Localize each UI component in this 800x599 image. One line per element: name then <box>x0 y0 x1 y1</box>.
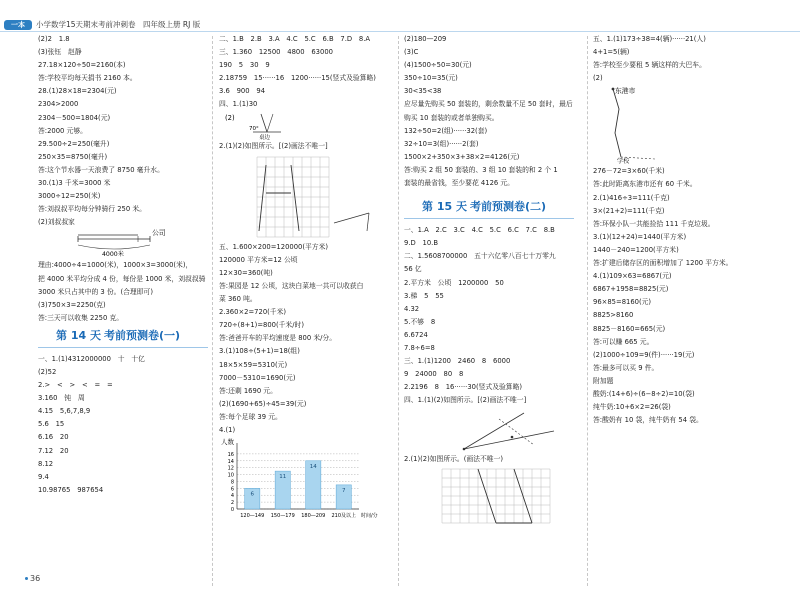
text-line: 答:这个节水器一天浪费了 8750 毫升水。 <box>38 165 164 174</box>
y-tick-label: 4 <box>230 493 234 500</box>
column-2 <box>219 33 391 522</box>
lines-group <box>404 224 584 407</box>
bar-chart <box>219 437 391 522</box>
text-line: 30<35<38 <box>404 87 442 96</box>
text-line: 29.500÷2=250(毫升) <box>38 139 110 148</box>
text-line: 答:三天可以收集 2250 克。 <box>38 313 124 322</box>
lines-group <box>38 33 208 229</box>
text-line: 答:可以赚 665 元。 <box>593 337 654 346</box>
text-line: 应尽量先购买 50 套装的，剩余数量不足 50 套时，最后 <box>404 100 573 109</box>
text-line: 12×30=360(吨) <box>219 268 273 277</box>
lines-group <box>404 33 584 190</box>
text-line: 1500×2+350×3+38×2=4126(元) <box>404 152 520 161</box>
text-line: (2) <box>593 74 603 83</box>
y-tick-label: 12 <box>227 465 234 472</box>
day-15-number: 第 15 天 <box>422 200 467 214</box>
text-line: 2304>2000 <box>38 100 79 109</box>
text-line: 把 4000 米平均分成 4 份，每份是 1000 米，刘叔叔骑 <box>38 274 206 283</box>
text-line: 答:还剩 1690 元。 <box>219 386 277 395</box>
map-city: 东港市 <box>615 87 636 96</box>
text-line: 购买 10 套装的或者单独购买。 <box>404 113 499 122</box>
text-line: 3.160 钝 周 <box>38 394 85 403</box>
grid-figure <box>219 153 391 241</box>
text-line: 二、1.5608700000 五十六亿零八百七十万零九 <box>404 252 556 261</box>
text-line: 350÷10=35(元) <box>404 74 458 83</box>
text-line: 3000÷12=250(米) <box>38 192 101 201</box>
text-line: 2.(1)(2)如图所示。(画法不唯一) <box>404 455 504 464</box>
day-14-heading <box>38 327 208 349</box>
bar-data-label: 7 <box>342 487 346 494</box>
bar-data-label: 14 <box>309 463 317 470</box>
text-line: 7000－5310=1690(元) <box>219 373 296 382</box>
text-line: 2.> < > < = = <box>38 381 113 390</box>
text-line: 4.(1)109×63=6867(元) <box>593 272 672 281</box>
text-line: (2)180—209 <box>404 35 447 43</box>
lines-group <box>219 33 391 112</box>
text-line: 三、1.(1)1200 2460 8 6000 <box>404 357 511 366</box>
column-divider <box>212 36 213 586</box>
text-line: 3.(1)108÷(5+1)=18(组) <box>219 347 300 356</box>
distance-total-label: 4000米 <box>102 251 124 259</box>
text-line: 8825－8160=665(元) <box>593 324 666 333</box>
text-line: 纯牛奶:10+6×2=26(袋) <box>593 403 671 412</box>
text-line: 二、1.B 2.B 3.A 4.C 5.C 6.B 7.D 8.A <box>219 35 371 43</box>
distance-right-label: 公司 <box>152 229 166 238</box>
text-line: 答:最多可以买 9 件。 <box>593 363 659 372</box>
column-3 <box>404 33 584 525</box>
grid-lines <box>257 157 329 237</box>
text-line: 32÷10=3(组)······2(套) <box>404 139 479 148</box>
text-line: (4)1500÷50=30(元) <box>404 61 472 70</box>
text-line: 菜 360 吨。 <box>219 295 257 304</box>
grid-figure-2 <box>404 467 584 525</box>
text-line: 答:购买 2 组 50 套装的、3 组 10 套装的和 2 个 1 <box>404 165 558 174</box>
angle-value: 70° <box>249 125 259 132</box>
text-line: (2)2 1.8 <box>38 35 70 43</box>
route-map <box>593 85 793 165</box>
y-tick-label: 16 <box>227 451 234 458</box>
text-line: 2.(1)(2)如图所示。[(2)画法不唯一] <box>219 141 328 150</box>
day-14-title: 考前预测卷(一) <box>104 328 181 342</box>
bar-data-label: 6 <box>250 491 254 498</box>
text-line: 8.12 <box>38 459 54 468</box>
text-line: 3.6 900 94 <box>219 87 266 96</box>
y-tick-label: 8 <box>230 479 234 486</box>
text-line: 8825>8160 <box>593 311 634 320</box>
text-line: 120000 平方米=12 公顷 <box>219 255 298 264</box>
text-line: 三、1.360 12500 4800 63000 <box>219 48 333 57</box>
text-line: 4.15 5,6,7,8,9 <box>38 407 91 416</box>
line-figure <box>404 407 584 453</box>
y-tick-label: 2 <box>230 500 234 507</box>
header-divider <box>0 31 800 32</box>
day-15-title: 考前预测卷(二) <box>470 200 547 214</box>
text-line: 一、1.(1)4312000000 十 十亿 <box>38 354 145 363</box>
text-line: (2)(1690+65)÷45=39(元) <box>219 399 307 408</box>
text-line: 答:刘叔叔平均每分钟骑行 250 米。 <box>38 205 146 214</box>
text-line: (3)C <box>404 48 419 57</box>
text-line: 答:每个足球 39 元。 <box>219 412 282 421</box>
distance-figure <box>38 229 208 259</box>
angle-item-label: (2) <box>225 113 235 122</box>
text-line: 6.6724 <box>404 330 428 339</box>
x-tick-label: 120—149 <box>240 513 265 520</box>
text-line: 5.6 15 <box>38 420 65 429</box>
page-number: 36 <box>30 574 41 583</box>
text-line: 5.不够 8 <box>404 317 436 326</box>
text-line: 28.(1)28×18=2304(元) <box>38 87 117 96</box>
lines-group <box>593 33 793 85</box>
column-1 <box>38 33 208 497</box>
heading-underline <box>404 218 574 219</box>
day-14-number: 第 14 天 <box>56 328 101 342</box>
column-divider <box>587 36 588 586</box>
text-line: 答:学校平均每天捐书 2160 本。 <box>38 74 137 83</box>
text-line: 四、1.(1)(2)如图所示。[(2)画法不唯一] <box>404 396 527 405</box>
book-title: 小学数学15天期末考前冲刺卷 四年级上册 RJ 版 <box>36 20 201 29</box>
drawn-line <box>334 213 369 223</box>
text-line: 3×(21+2)=111(千克) <box>593 206 665 215</box>
text-line: 附加题 <box>593 376 614 385</box>
text-line: 酸奶:(14+6)÷(6−8÷2)=10(袋) <box>593 389 695 398</box>
text-line: 30.(1)3 千米=3000 米 <box>38 179 111 188</box>
text-line: 答:爸爸开车的平均速度是 800 米/分。 <box>219 334 337 343</box>
text-line: (2)52 <box>38 367 57 376</box>
text-line: 五、1.(1)173÷38=4(辆)······21(人) <box>593 35 706 43</box>
text-line: (3)张钰 赵静 <box>38 48 82 57</box>
column-4 <box>593 33 793 427</box>
text-line: 4+1=5(辆) <box>593 48 630 57</box>
text-line: 2304－500=1804(元) <box>38 113 111 122</box>
page-dot <box>25 577 28 580</box>
text-line: 答:果园是 12 公顷，这块白菜地一共可以收获白 <box>219 281 364 290</box>
lines-group <box>593 165 793 427</box>
text-line: 96×85=8160(元) <box>593 298 652 307</box>
text-line: 理由:4000÷4=1000(米)，1000×3=3000(米)， <box>38 261 193 270</box>
lines-group <box>38 353 208 497</box>
text-line: 答:酸奶有 10 袋，纯牛奶有 54 袋。 <box>593 416 703 425</box>
text-line: 四、1.(1)30 <box>219 100 258 109</box>
text-line: 190 5 30 9 <box>219 61 270 70</box>
text-line: 10.98765 987654 <box>38 485 104 494</box>
text-line: 276－72=3×60(千米) <box>593 167 665 176</box>
text-line: 9 24000 80 8 <box>404 370 464 379</box>
y-tick-label: 10 <box>227 472 234 479</box>
text-line: 56 亿 <box>404 265 422 274</box>
text-line: 720÷(8+1)=800(千米/时) <box>219 321 304 330</box>
lines-group <box>38 259 208 324</box>
x-tick-label: 210及以上 <box>331 513 357 520</box>
text-line: 答:学校至少要租 5 辆这样的大巴车。 <box>593 61 706 70</box>
text-line: 2.18759 15······16 1200······15(竖式及验算略) <box>219 74 376 83</box>
text-line: 3000 米只占其中的 3 份。(合理即可) <box>38 287 153 296</box>
text-line: 2.2196 8 16······30(竖式及验算略) <box>404 383 523 392</box>
text-line: 答:扩建后储存区的面积增加了 1200 平方米。 <box>593 259 733 268</box>
lines-group <box>219 241 391 437</box>
text-line: 4.(1) <box>219 425 236 434</box>
chart-xlabel: 时间/分 <box>361 513 378 520</box>
text-line: 27.18×120÷50=2160(本) <box>38 61 126 70</box>
text-line: 7.8÷6=8 <box>404 343 435 352</box>
text-line: 答:2000 元够。 <box>38 126 87 135</box>
text-line: 3.(1)(12+24)=1440(平方米) <box>593 232 687 241</box>
text-line: 2.360×2=720(千米) <box>219 308 287 317</box>
grid-lines <box>442 469 550 523</box>
x-tick-label: 180—209 <box>301 513 326 520</box>
text-line: (3)750×3=2250(克) <box>38 300 106 309</box>
text-line: 6867+1958=8825(元) <box>593 285 669 294</box>
map-school: 学校 <box>617 158 630 166</box>
brand-logo: 一本 <box>4 20 32 30</box>
text-line: 答:环保小队一共能捡拾 111 千克垃圾。 <box>593 219 715 228</box>
y-tick-label: 6 <box>230 486 234 493</box>
drawn-line <box>367 213 369 231</box>
text-line: 答:此时距离东港市还有 60 千米。 <box>593 180 697 189</box>
angle-caption: 桌边 <box>259 134 271 140</box>
bar-data-label: 11 <box>279 474 287 481</box>
text-line: 250×35=8750(毫升) <box>38 152 108 161</box>
text-line: 3.梯 5 55 <box>404 291 444 300</box>
drawn-line <box>291 165 299 231</box>
day-15-heading <box>404 198 584 220</box>
text-line: 2.(1)416÷3=111(千克) <box>593 193 670 202</box>
y-tick-label: 0 <box>230 507 234 514</box>
column-divider <box>398 36 399 586</box>
text-line: 6.16 20 <box>38 433 69 442</box>
text-line: 9.4 <box>38 472 49 481</box>
text-line: (2)1000÷109=9(件)······19(元) <box>593 350 695 359</box>
y-tick-label: 14 <box>227 458 234 465</box>
drawn-line <box>259 165 266 231</box>
text-line: 7.12 20 <box>38 446 69 455</box>
heading-underline <box>38 347 208 348</box>
text-line: 五、1.600×200=120000(平方米) <box>219 242 329 251</box>
chart-ylabel: 人数 <box>221 438 234 447</box>
text-line: 9.D 10.B <box>404 239 438 248</box>
text-line: 132÷50=2(组)······32(套) <box>404 126 488 135</box>
x-tick-label: 150—179 <box>270 513 295 520</box>
text-line: 一、1.A 2.C 3.C 4.C 5.C 6.C 7.C 8.B <box>404 226 555 235</box>
page-header <box>0 0 800 30</box>
text-line: 18×5×59=5310(元) <box>219 360 288 369</box>
text-line: 4.32 <box>404 304 420 313</box>
text-line: 2.平方米 公顷 1200000 50 <box>404 278 504 287</box>
text-line: 套装的最省钱，至少要花 4126 元。 <box>404 179 514 188</box>
text-line: (2)刘叔叔家 <box>38 218 75 227</box>
angle-figure <box>219 112 391 140</box>
text-line: 1440－240=1200(平方米) <box>593 245 679 254</box>
